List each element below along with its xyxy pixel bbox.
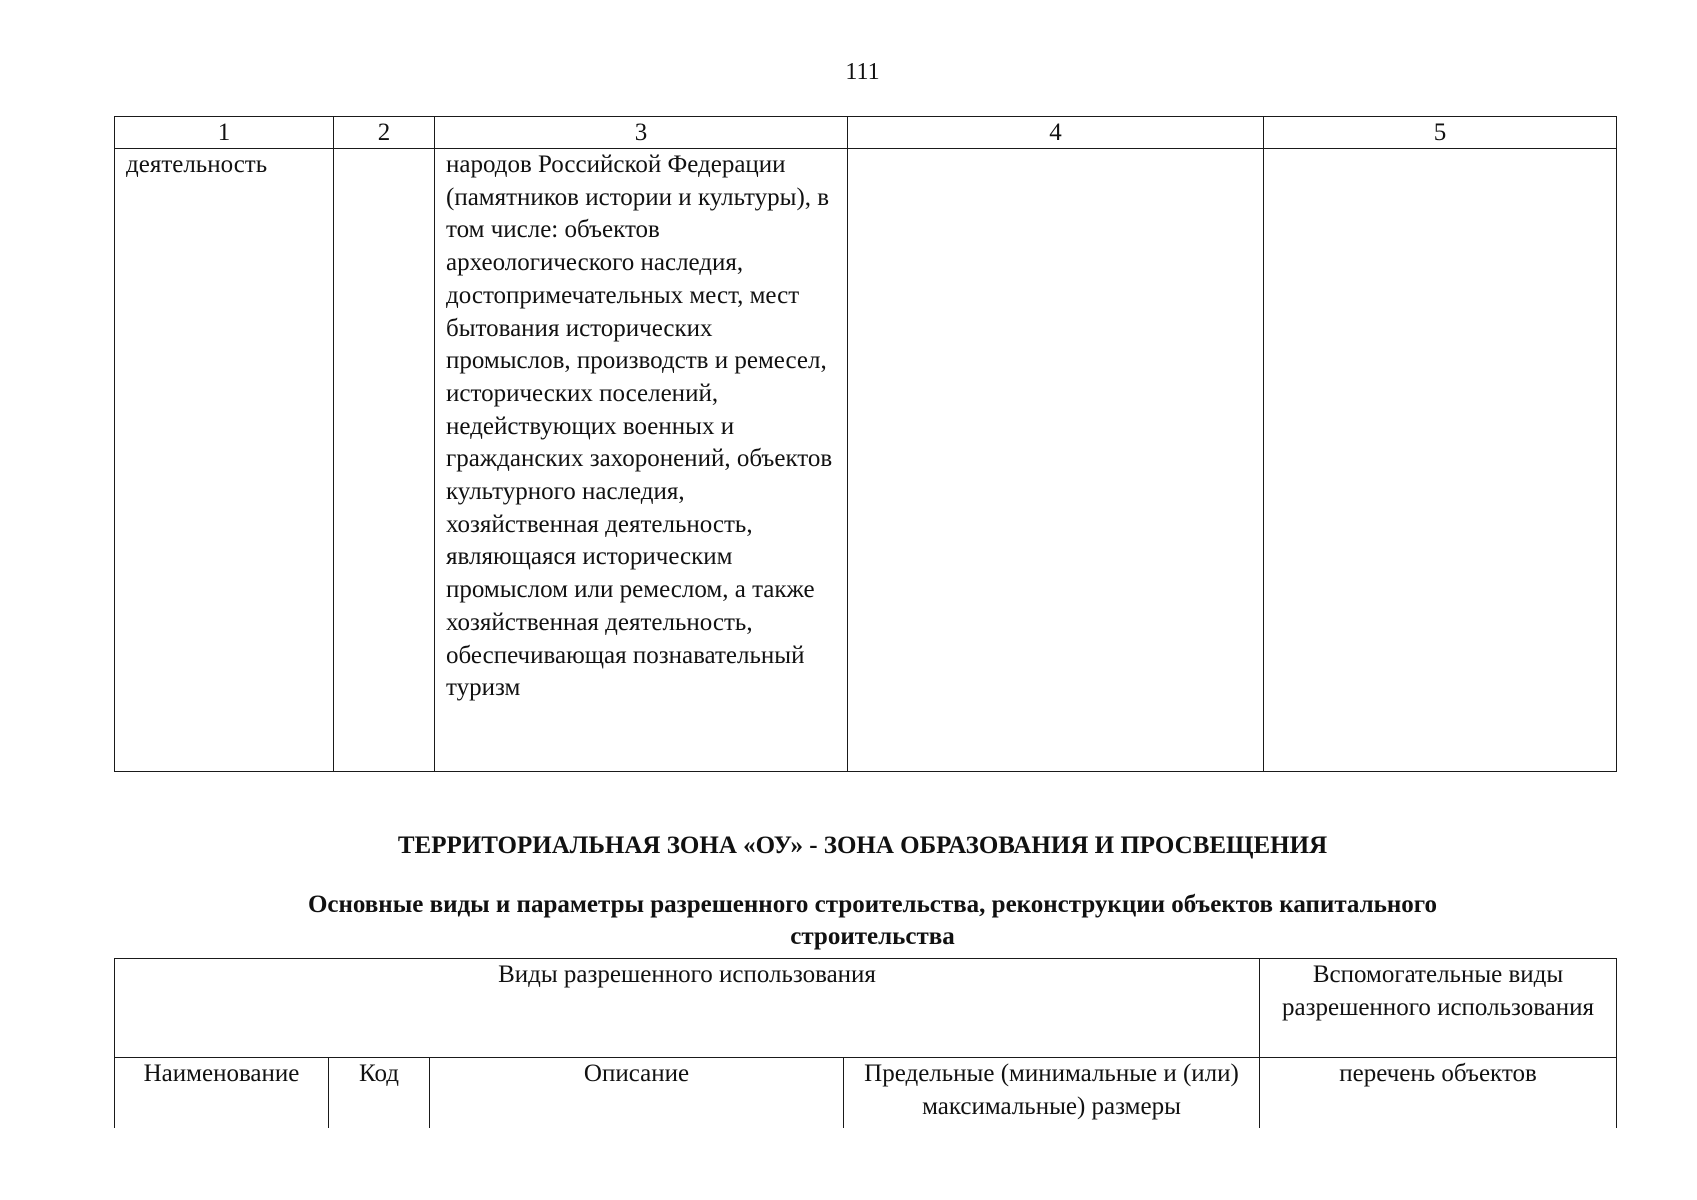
table-continuation <box>114 116 1617 772</box>
header-permitted-uses: Виды разрешенного использования <box>115 959 1260 1058</box>
page-number: 111 <box>845 59 880 85</box>
cell-name: деятельность <box>115 149 334 772</box>
header-row-group <box>115 959 1617 1058</box>
column-number-row <box>115 117 1617 149</box>
subsection-title: Основные виды и параметры разрешенного строительства, реконструкции объектов капитального строительства <box>307 891 1438 950</box>
header-name: Наименование <box>115 1058 329 1129</box>
header-limits: Предельные (минимальные и (или) максимальные) размеры <box>844 1058 1260 1129</box>
table-main-permitted-uses <box>114 958 1617 1128</box>
header-row-columns <box>115 1058 1617 1129</box>
column-number-2: 2 <box>334 117 435 149</box>
cell-limits <box>848 149 1264 772</box>
cell-objects <box>1264 149 1617 772</box>
column-number-1: 1 <box>115 117 334 149</box>
column-number-3: 3 <box>435 117 848 149</box>
header-objects: перечень объектов <box>1260 1058 1617 1129</box>
table-row <box>115 149 1617 772</box>
cell-code <box>334 149 435 772</box>
header-auxiliary-uses: Вспомогательные виды разрешенного использования <box>1260 959 1617 1058</box>
header-description: Описание <box>430 1058 844 1129</box>
cell-description: народов Российской Федерации (памятников истории и культуры), в том числе: объектов археологического наследия, достопримечательных мест, мест бытования исторических промыслов, производств и ремесел, исторических поселений, недействующих военных и гражданских захоронений, объектов культурного наследия, хозяйственная деятельность, являющаяся историческим промыслом или ремеслом, а также хозяйственная деятельность, обеспечивающая познавательный туризм <box>435 149 848 772</box>
zone-title: ТЕРРИТОРИАЛЬНАЯ ЗОНА «ОУ» - ЗОНА ОБРАЗОВАНИЯ И ПРОСВЕЩЕНИЯ <box>397 832 1328 859</box>
column-number-5: 5 <box>1264 117 1617 149</box>
header-code: Код <box>329 1058 430 1129</box>
column-number-4: 4 <box>848 117 1264 149</box>
